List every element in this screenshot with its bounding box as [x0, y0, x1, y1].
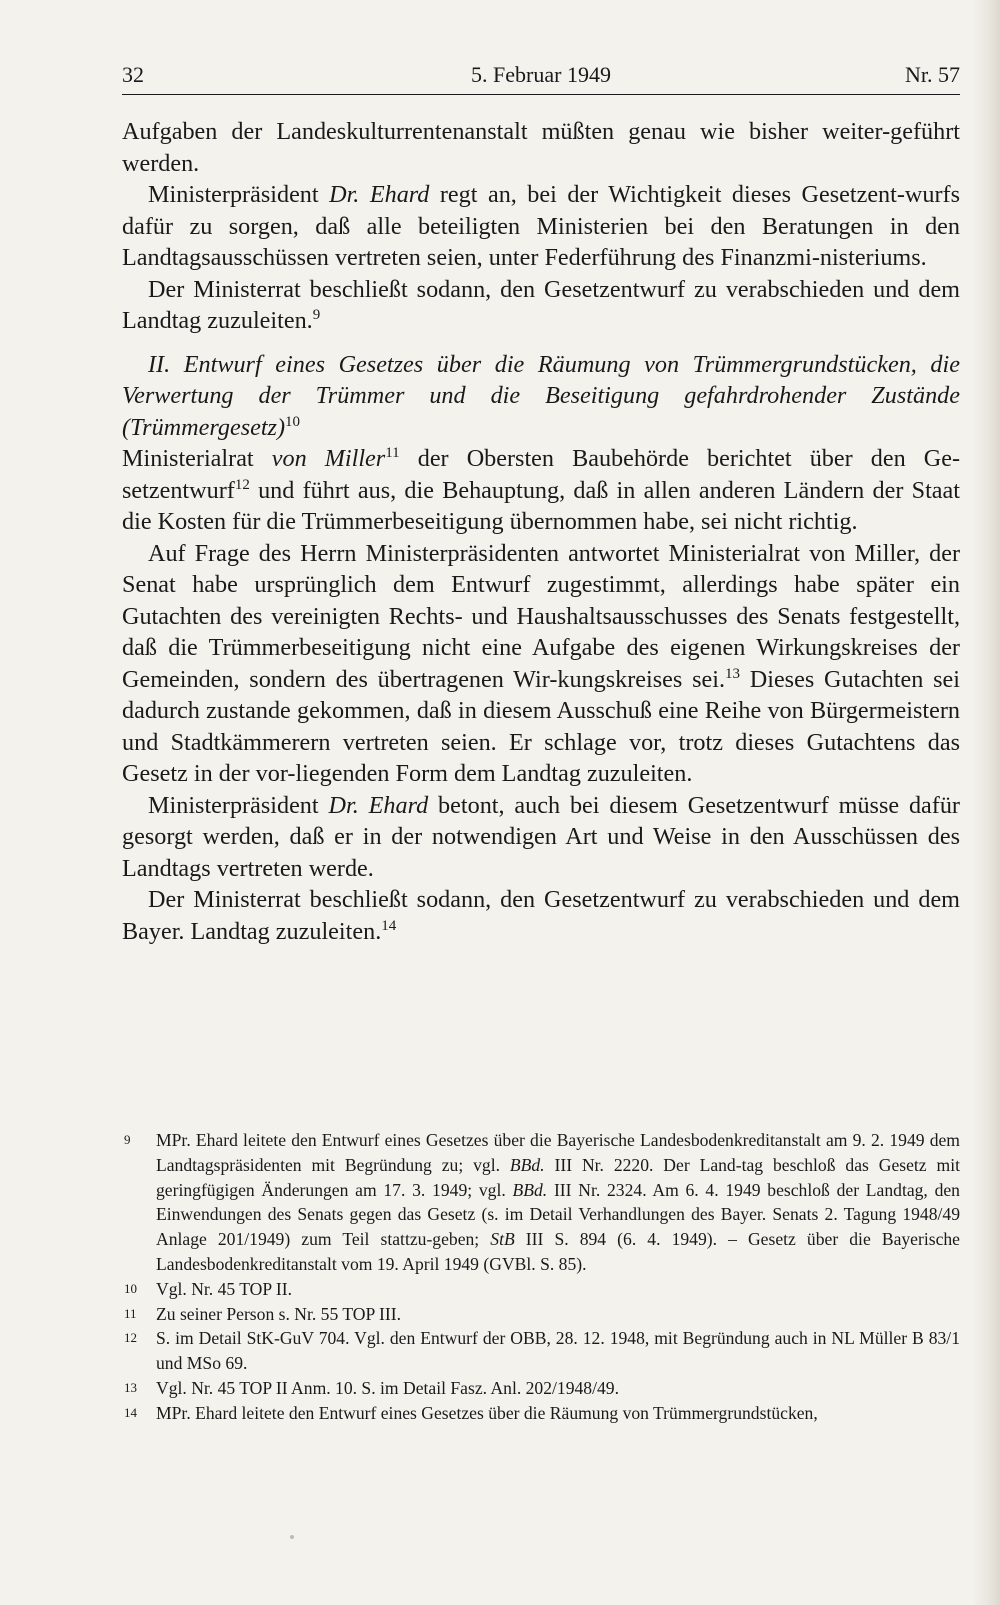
- footnote-ref[interactable]: 10: [285, 413, 301, 430]
- footnote-ref[interactable]: 12: [234, 476, 250, 493]
- main-text: [122, 116, 960, 947]
- print-speck: [290, 1535, 294, 1539]
- footnote-number: 12: [124, 1330, 137, 1346]
- footnote-10: 10 Vgl. Nr. 45 TOP II.: [122, 1277, 960, 1302]
- person-name: Dr. Ehard: [329, 181, 430, 208]
- footnote-ref[interactable]: 9: [312, 307, 321, 323]
- footnote-number: 11: [124, 1305, 137, 1321]
- footnote-11: 11 Zu seiner Person s. Nr. 55 TOP III.: [122, 1302, 960, 1327]
- footnote-12: 12 S. im Detail StK-GuV 704. Vgl. den Entwurf der OBB, 28. 12. 1948, mit Begründung auch in NL Müller B 83/1 und MSo 69.: [124, 1328, 960, 1374]
- footnote-ref[interactable]: 11: [385, 445, 400, 461]
- paragraph-3: Der Ministerrat beschließt sodann, den Gesetzentwurf zu verabschieden und dem Landtag zuzuleiten.$^9$: [122, 275, 960, 334]
- header-date: 5. Februar 1949: [471, 62, 611, 87]
- protocol-number: Nr. 57: [905, 62, 960, 87]
- footnote-number: 13: [124, 1379, 137, 1395]
- footnote-13: 13 Vgl. Nr. 45 TOP II Anm. 10. S. im Detail Fasz. Anl. 202/1948/49.: [122, 1376, 960, 1401]
- person-name: von Miller: [271, 445, 386, 472]
- paragraph-1: Aufgaben der Landeskulturrentenanstalt müßten genau wie bisher weiter-geführt werden.: [122, 118, 960, 177]
- footnote-number: 14: [124, 1404, 137, 1420]
- page-edge: [972, 0, 1000, 1605]
- footnote-14: 14 MPr. Ehard leitete den Entwurf eines Gesetzes über die Räumung von Trümmergrundstücken,: [122, 1401, 960, 1426]
- paragraph-5: Auf Frage des Herrn Ministerpräsidenten antwortet Ministerialrat von Miller, der Senat habe ursprünglich dem Entwurf zugestimmt, allerdings habe später ein Gutachten des vereinigten Rechts- und Haushaltsausschusses des Senats festgestellt, daß die Trümmerbeseitigung nicht eine Aufgabe des eigenen Wirkungskreises der Gemeinden, sondern des übertragenen Wir-kungskreises sei.$^{13}$ Dieses Gutachten sei dadurch zustande gekommen, daß in diesem Ausschuß eine Reihe von Bürgermeistern und Stadtkämmerern vertreten seien. Er schlage vor, trotz dieses Gutachtens das Gesetz in der vor-liegenden Form dem Landtag zuzuleiten.: [122, 539, 961, 787]
- person-name: Dr. Ehard: [328, 791, 429, 819]
- footnote-ref[interactable]: 13: [725, 665, 740, 682]
- paragraph-4: Ministerialrat von Miller$^{11}$ der Obersten Baubehörde berichtet über den Ge-setzentwurf$^{12}$ und führt aus, die Behauptung, daß in allen anderen Ländern der Staat die Kosten für die Trümmerbeseitigung übernommen habe, sei nicht richtig.: [122, 445, 961, 535]
- running-header: [122, 58, 960, 95]
- footnote-ref[interactable]: 14: [381, 917, 397, 934]
- page-number: 32: [122, 62, 144, 87]
- agenda-heading: II. Entwurf eines Gesetzes über die Räumung von Trümmergrundstücken, die Verwertung der Trümmer und die Beseitigung gefahrdrohender Zustände (Trümmergesetz)$^{10}$: [122, 350, 960, 441]
- paragraph-7: Der Ministerrat beschließt sodann, den Gesetzentwurf zu verabschieden und dem Bayer. Landtag zuzuleiten.$^{14}$: [122, 886, 960, 945]
- paragraph-2: Ministerpräsident Dr. Ehard regt an, bei der Wichtigkeit dieses Gesetzent-wurfs dafür zu sorgen, daß alle beteiligten Ministerien bei den Beratungen in den Landtagsausschüssen vertreten seien, unter Federführung des Finanzmi-nisteriums.: [122, 181, 961, 271]
- footnotes: [122, 1128, 960, 1426]
- footnote-9: 9 MPr. Ehard leitete den Entwurf eines Gesetzes über die Bayerische Landesbodenkreditanstalt am 9. 2. 1949 dem Landtagspräsidenten mit Begründung zu; vgl. BBd. III Nr. 2220. Der Land-tag beschloß das Gesetz mit geringfügigen Änderungen am 17. 3. 1949; vgl. BBd. III Nr. 2324. Am 6. 4. 1949 beschloß der Landtag, den Einwendungen des Senats gegen das Gesetz (s. im Detail Verhandlungen des Bayer. Senats 2. Tagung 1948/49 Anlage 201/1949) zum Teil stattzu-geben; StB III S. 894 (6. 4. 1949). – Gesetz über die Bayerische Landesbodenkreditanstalt vom 19. April 1949 (GVBl. S. 85).: [124, 1130, 960, 1274]
- paragraph-6: Ministerpräsident Dr. Ehard betont, auch bei diesem Gesetzentwurf müsse dafür gesorgt werden, daß er in der notwendigen Art und Weise in den Ausschüssen des Landtags vertreten werde.: [122, 791, 960, 882]
- footnote-number: 10: [124, 1280, 137, 1296]
- footnote-number: 9: [124, 1132, 131, 1147]
